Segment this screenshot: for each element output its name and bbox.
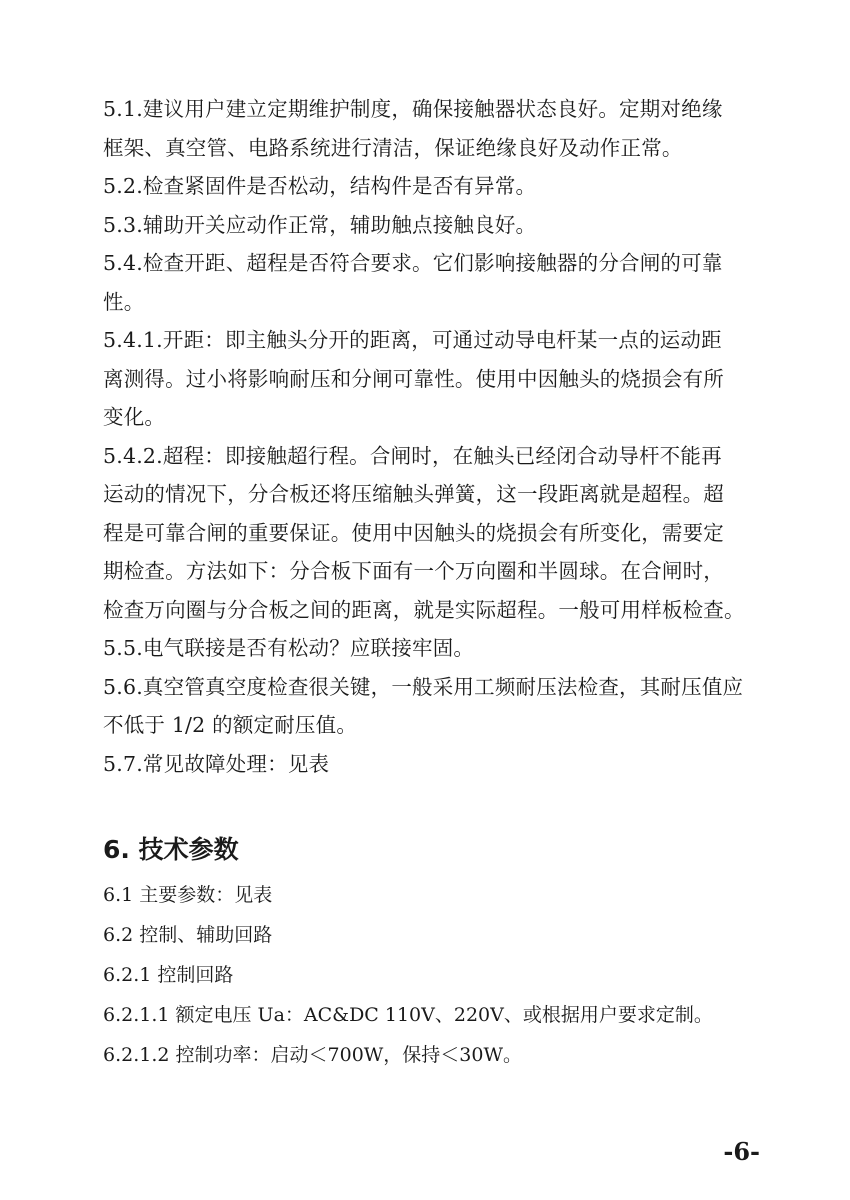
- param-6-2-1-2: 6.2.1.2 控制功率：启动＜700W，保持＜30W。: [103, 1044, 523, 1066]
- paragraph-5-2: 5.2.检查紧固件是否松动，结构件是否有异常。: [103, 174, 537, 198]
- paragraph-5-4-2-line-1: 5.4.2.超程：即接触超行程。合闸时，在触头已经闭合动导杆不能再: [103, 443, 722, 468]
- paragraph-5-4-2-line-4: 期检查。方法如下：分合板下面有一个万向圈和半圆球。在合闸时，: [103, 559, 724, 583]
- paragraph-5-6-line-2: 不低于 1/2 的额定耐压值。: [103, 713, 358, 737]
- paragraph-5-4-1-line-2: 离测得。过小将影响耐压和分闸可靠性。使用中因触头的烧损会有所: [103, 366, 724, 391]
- paragraph-5-6-line-1: 5.6.真空管真空度检查很关键，一般采用工频耐压法检查，其耐压值应: [103, 674, 744, 699]
- paragraph-5-5: 5.5.电气联接是否有松动？应联接牢固。: [103, 636, 475, 660]
- paragraph-5-1-line-2: 框架、真空管、电路系统进行清洁，保证绝缘良好及动作正常。: [103, 135, 683, 160]
- paragraph-5-4-1-line-3: 变化。: [103, 405, 166, 429]
- paragraph-5-7: 5.7.常见故障处理：见表: [103, 751, 330, 776]
- paragraph-5-4-2-line-5: 检查万向圈与分合板之间的距离，就是实际超程。一般可用样板检查。: [103, 597, 745, 622]
- paragraph-5-4-line-2: 性。: [103, 289, 145, 314]
- paragraph-5-4-line-1: 5.4.检查开距、超程是否符合要求。它们影响接触器的分合闸的可靠: [103, 251, 723, 275]
- paragraph-5-3: 5.3.辅助开关应动作正常，辅助触点接触良好。: [103, 212, 537, 237]
- page-number: -6-: [723, 1137, 760, 1166]
- technical-parameters-list: [103, 875, 783, 1075]
- param-6-2-1-1: 6.2.1.1 额定电压 Ua：AC&DC 110V、220V、或根据用户要求定制。: [103, 1004, 713, 1026]
- paragraph-5-1-line-1: 5.1.建议用户建立定期维护制度，确保接触器状态良好。定期对绝缘: [103, 97, 723, 121]
- param-6-1: 6.1 主要参数：见表: [103, 884, 273, 906]
- paragraph-5-4-2-line-3: 程是可靠合闸的重要保证。使用中因触头的烧损会有所变化，需要定: [103, 520, 724, 545]
- param-6-2: 6.2 控制、辅助回路: [103, 924, 273, 946]
- section-6-heading: 6. 技术参数: [103, 835, 239, 864]
- maintenance-section: [103, 90, 783, 783]
- paragraph-5-4-1-line-1: 5.4.1.开距：即主触头分开的距离，可通过动导电杆某一点的运动距: [103, 328, 722, 352]
- paragraph-5-4-2-line-2: 运动的情况下，分合板还将压缩触头弹簧，这一段距离就是超程。超: [103, 482, 724, 506]
- param-6-2-1: 6.2.1 控制回路: [103, 964, 234, 986]
